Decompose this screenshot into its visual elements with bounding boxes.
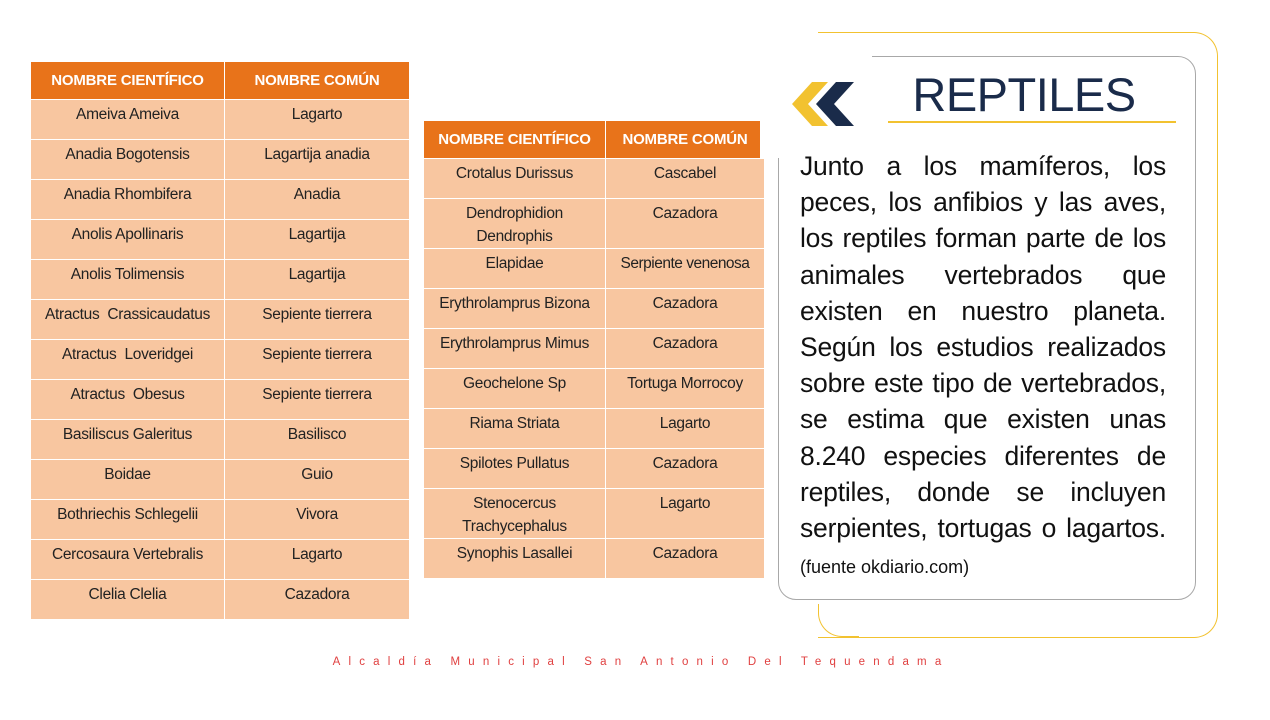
column-header-common: NOMBRE COMÚN [225,62,410,100]
double-chevron-left-icon [788,80,858,128]
common-name-cell: Cascabel [606,159,765,199]
table-header-row [424,121,765,159]
title-underline [888,121,1176,123]
scientific-name-cell: Anadia Bogotensis [31,140,225,180]
scientific-name-cell: Dendrophidion Dendrophis [424,199,606,249]
common-name-cell: Lagartija [225,220,410,260]
table-header-row [31,62,410,100]
table-row [424,449,765,489]
common-name-cell: Guio [225,460,410,500]
table-row [31,420,410,460]
scientific-name-cell: Bothriechis Schlegelii [31,500,225,540]
table-row [31,500,410,540]
source-note: (fuente okdiario.com) [800,557,970,578]
scientific-name-cell: Cercosaura Vertebralis [31,540,225,580]
scientific-name-cell: Ameiva Ameiva [31,100,225,140]
table-row [424,329,765,369]
common-name-cell: Serpiente venenosa [606,249,765,289]
scientific-name-cell: Erythrolamprus Mimus [424,329,606,369]
common-name-cell: Lagarto [606,489,765,539]
column-header-scientific: NOMBRE CIENTÍFICO [424,121,606,159]
table-row [31,100,410,140]
scientific-name-cell: Basiliscus Galeritus [31,420,225,460]
table-row [31,540,410,580]
column-header-scientific: NOMBRE CIENTÍFICO [31,62,225,100]
table-row [31,300,410,340]
table-row [31,220,410,260]
table-row [31,140,410,180]
scientific-name-cell: Atractus Crassicaudatus [31,300,225,340]
table-row [31,460,410,500]
scientific-name-cell: Atractus Obesus [31,380,225,420]
table-row [424,289,765,329]
table-row [31,180,410,220]
scientific-name-cell: Spilotes Pullatus [424,449,606,489]
reptiles-description [800,148,1166,585]
common-name-cell: Cazadora [606,199,765,249]
species-table-right [423,120,765,579]
scientific-name-cell: Geochelone Sp [424,369,606,409]
common-name-cell: Cazadora [606,289,765,329]
scientific-name-cell: Clelia Clelia [31,580,225,620]
footer-organization: Alcaldía Municipal San Antonio Del Tequendama [332,656,950,668]
common-name-cell: Anadia [225,180,410,220]
table-row [424,369,765,409]
common-name-cell: Lagartija [225,260,410,300]
common-name-cell: Lagarto [606,409,765,449]
common-name-cell: Lagarto [225,540,410,580]
scientific-name-cell: Anolis Apollinaris [31,220,225,260]
scientific-name-cell: Erythrolamprus Bizona [424,289,606,329]
table-row [424,539,765,579]
scientific-name-cell: Atractus Loveridgei [31,340,225,380]
scientific-name-cell: Anadia Rhombifera [31,180,225,220]
scientific-name-cell: Elapidae [424,249,606,289]
table-row [424,489,765,539]
common-name-cell: Cazadora [606,329,765,369]
table-row [31,340,410,380]
column-header-common: NOMBRE COMÚN [606,121,765,159]
scientific-name-cell: Anolis Tolimensis [31,260,225,300]
common-name-cell: Cazadora [225,580,410,620]
scientific-name-cell: Crotalus Durissus [424,159,606,199]
table-row [31,580,410,620]
scientific-name-cell: Riama Striata [424,409,606,449]
common-name-cell: Tortuga Morrocoy [606,369,765,409]
common-name-cell: Vivora [225,500,410,540]
common-name-cell: Sepiente tierrera [225,340,410,380]
common-name-cell: Basilisco [225,420,410,460]
table-row [424,199,765,249]
table-row [424,249,765,289]
table-row [424,409,765,449]
table-row [31,260,410,300]
scientific-name-cell: Boidae [31,460,225,500]
table-row [424,159,765,199]
common-name-cell: Lagarto [225,100,410,140]
scientific-name-cell: Synophis Lasallei [424,539,606,579]
scientific-name-cell: Stenocercus Trachycephalus [424,489,606,539]
common-name-cell: Cazadora [606,449,765,489]
common-name-cell: Lagartija anadia [225,140,410,180]
common-name-cell: Sepiente tierrera [225,300,410,340]
common-name-cell: Sepiente tierrera [225,380,410,420]
description-text: Junto a los mamíferos, los peces, los anfibios y las aves, los reptiles forman parte de los animales vertebrados que existen en nuestro planeta. Según los estudios realizados sobre este tipo de vertebrados, se estima que existen unas 8.240 especies diferentes de reptiles, donde se incluyen serpientes, tortugas o lagartos. [800,151,1166,544]
common-name-cell: Cazadora [606,539,765,579]
table-row [31,380,410,420]
species-table-left [30,61,410,620]
page-title: REPTILES [912,68,1136,121]
